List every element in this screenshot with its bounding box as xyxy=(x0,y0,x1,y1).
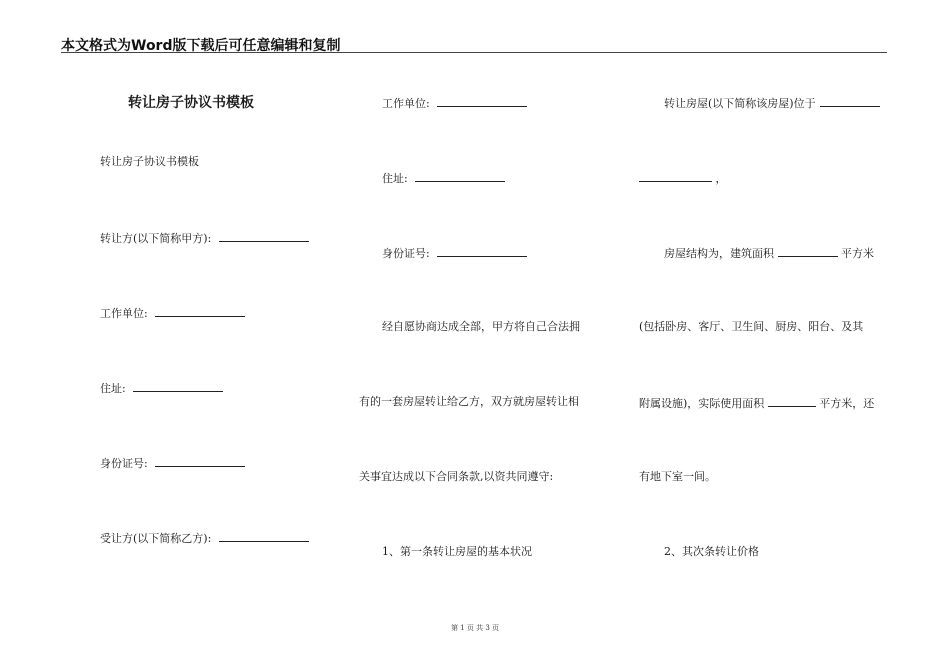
document-title: 转让房子协议书模板 xyxy=(128,95,254,111)
usable-area-blank xyxy=(768,395,816,407)
party-a-address-line xyxy=(100,380,223,396)
usable-area-label: 附属设施)，实际使用面积 xyxy=(639,397,765,410)
building-area-blank xyxy=(778,245,838,257)
unit-label: 平方米 xyxy=(841,247,874,260)
property-location-blank xyxy=(820,95,880,107)
party-b-label: 受让方(以下简称乙方): xyxy=(100,532,212,545)
unit-label: 平方米，还 xyxy=(819,397,875,410)
paragraph-line: 经自愿协商达成全部，甲方将自己合法拥 xyxy=(382,320,580,333)
subtitle-line: 转让房子协议书模板 xyxy=(100,155,199,168)
property-location-label: 转让房屋(以下简称该房屋)位于 xyxy=(664,97,816,110)
paragraph-line: 有地下室一间。 xyxy=(639,470,716,483)
id-number-blank xyxy=(437,245,527,257)
section-heading-1: 1、第一条转让房屋的基本状况 xyxy=(382,545,532,558)
punctuation: ， xyxy=(715,172,727,185)
property-location-blank-2 xyxy=(639,170,712,182)
paragraph-line: (包括卧房、客厅、卫生间、厨房、阳台、及其 xyxy=(639,320,864,333)
party-b-address-line xyxy=(382,170,505,186)
building-area-line xyxy=(664,245,874,261)
page-number: 第 1 页 共 3 页 xyxy=(450,624,500,632)
work-unit-label: 工作单位: xyxy=(100,307,148,320)
property-location-line xyxy=(664,95,880,111)
work-unit-blank xyxy=(437,95,527,107)
section-heading-2: 2、其次条转让价格 xyxy=(664,545,759,558)
party-a-id-line xyxy=(100,455,245,471)
paragraph-line: 关事宜达成以下合同条款,以资共同遵守: xyxy=(359,470,554,483)
work-unit-label: 工作单位: xyxy=(382,97,430,110)
party-b-work-unit-line xyxy=(382,95,527,111)
party-b-line xyxy=(100,530,309,546)
id-number-label: 身份证号: xyxy=(100,457,148,470)
page-header: 本文格式为Word版下载后可任意编辑和复制 xyxy=(61,38,341,54)
building-area-label: 房屋结构为，建筑面积 xyxy=(664,247,774,260)
address-blank xyxy=(415,170,505,182)
id-number-label: 身份证号: xyxy=(382,247,430,260)
usable-area-line xyxy=(639,395,874,411)
party-b-blank xyxy=(219,530,309,542)
address-label: 住址: xyxy=(382,172,408,185)
address-label: 住址: xyxy=(100,382,126,395)
work-unit-blank xyxy=(155,305,245,317)
party-a-line xyxy=(100,230,309,246)
party-a-label: 转让方(以下简称甲方): xyxy=(100,232,212,245)
party-b-id-line xyxy=(382,245,527,261)
property-location-continued-line xyxy=(639,170,727,186)
party-a-blank xyxy=(219,230,309,242)
id-number-blank xyxy=(155,455,245,467)
header-divider xyxy=(61,52,887,53)
address-blank xyxy=(133,380,223,392)
party-a-work-unit-line xyxy=(100,305,245,321)
paragraph-line: 有的一套房屋转让给乙方，双方就房屋转让相 xyxy=(359,395,579,408)
